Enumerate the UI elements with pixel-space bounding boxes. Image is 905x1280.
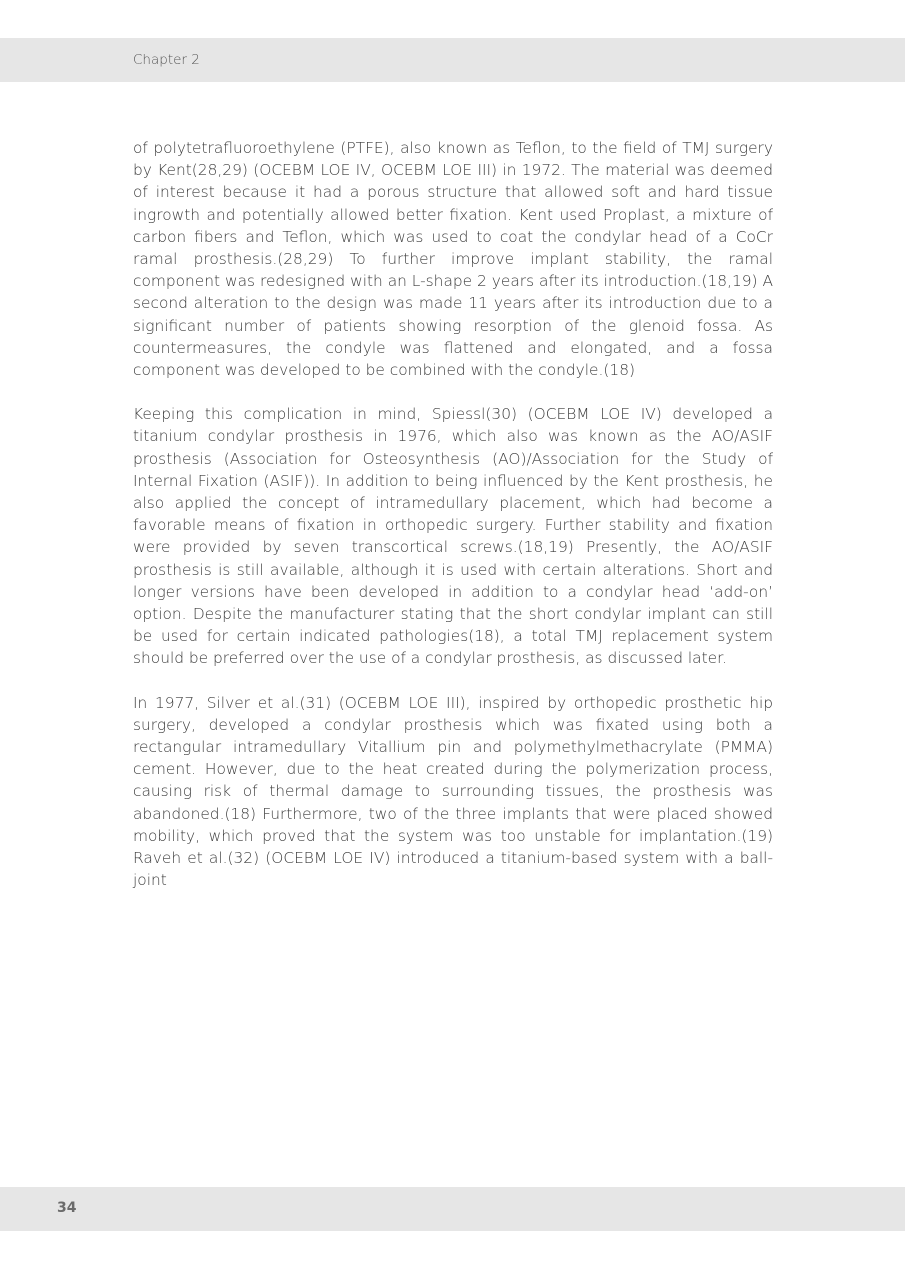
chapter-title: Chapter 2 [133, 52, 200, 68]
page-number: 34 [57, 1200, 77, 1216]
paragraph: Keeping this complication in mind, Spiessl(30) (OCEBM LOE IV) developed a titanium condylar prosthesis in 1976, which also was known as the AO/ASIF prosthesis (Association for Osteosynthesis (AO)/Association for the Study of Internal Fixation (ASIF)). In addition to being influenced by the Kent prosthesis, he also applied the concept of intramedullary placement, which had become a favorable means of fixation in orthopedic surgery. Further stability and fixation were provided by seven transcortical screws.(18,19) Presently, the AO/ASIF prosthesis is still available, although it is used with certain alterations. Short and longer versions have been developed in addition to a condylar head ‘add-on’ option. Despite the manufacturer stating that the short condylar implant can still be used for certain indicated pathologies(18), a total TMJ replacement system should be preferred over the use of a condylar prosthesis, as discussed later. [133, 405, 773, 668]
paragraph: In 1977, Silver et al.(31) (OCEBM LOE III), inspired by orthopedic prosthetic hip surgery, developed a condylar prosthesis which was fixated using both a rectangular intramedullary Vitallium pin and polymethylmethacrylate (PMMA) cement. However, due to the heat created during the polymerization process, causing risk of thermal damage to surrounding tissues, the prosthesis was abandoned.(18) Furthermore, two of the three implants that were placed showed mobility, which proved that the system was too unstable for implantation.(19) Raveh et al.(32) (OCEBM LOE IV) introduced a titanium-based system with a ball-joint [133, 693, 773, 890]
running-footer [0, 1187, 905, 1231]
running-header [0, 38, 905, 82]
paragraph: of polytetrafluoroethylene (PTFE), also known as Teflon, to the field of TMJ surgery by Kent(28,29) (OCEBM LOE IV, OCEBM LOE III) in 1972. The material was deemed of interest because it had a porous structure that allowed soft and hard tissue ingrowth and potentially allowed better fixation. Kent used Proplast, a mixture of carbon fibers and Teflon, which was used to coat the condylar head of a CoCr ramal prosthesis.(28,29) To further improve implant stability, the ramal component was redesigned with an L-shape 2 years after its introduction.(18,19) A second alteration to the design was made 11 years after its introduction due to a significant number of patients showing resorption of the glenoid fossa. As countermeasures, the condyle was flattened and elongated, and a fossa component was developed to be combined with the condyle.(18) [133, 139, 773, 380]
body-text [133, 137, 773, 914]
